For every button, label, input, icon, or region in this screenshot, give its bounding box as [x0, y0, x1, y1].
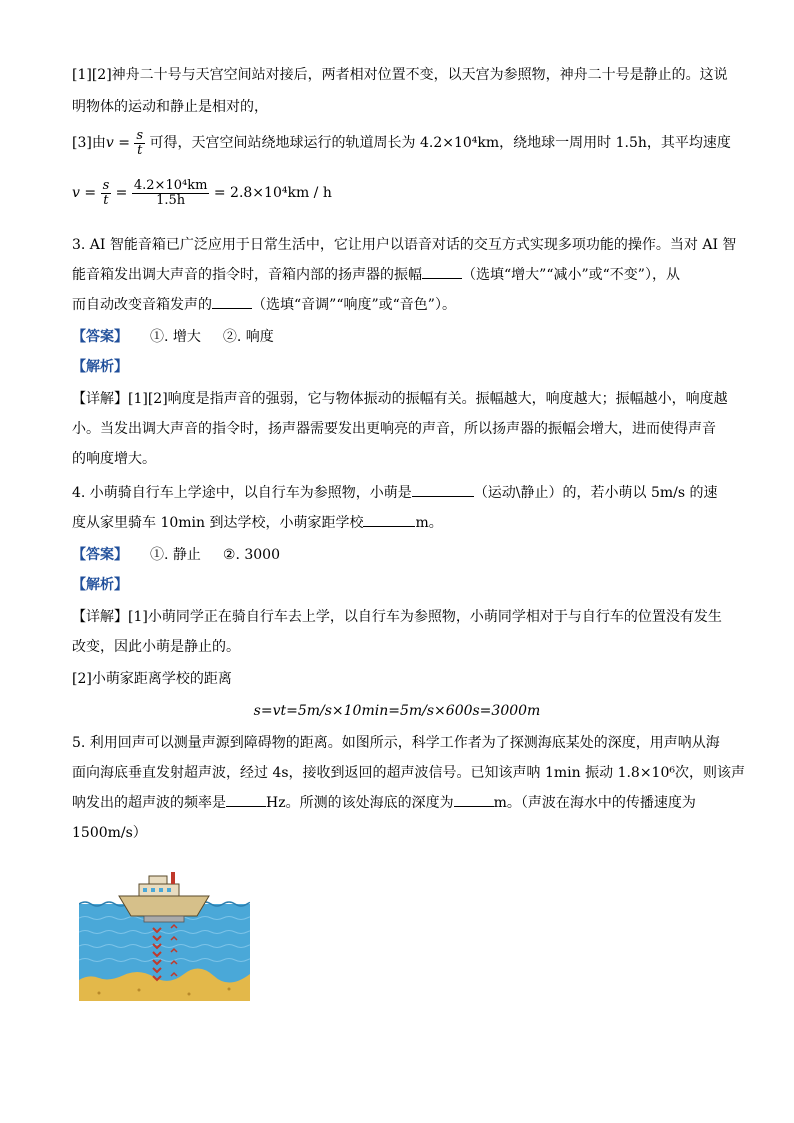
text-fragment: 4. 小萌骑自行车上学途中，以自行车为参照物，小萌是 — [72, 485, 412, 501]
answer-blank — [226, 790, 266, 807]
text-fragment: m。（声波在海水中的传播速度为 — [493, 795, 696, 811]
fraction-denominator: t — [103, 192, 109, 208]
detail-line: 改变，因此小萌是静止的。 — [72, 639, 240, 655]
answer-blank — [422, 262, 462, 279]
question-3-line — [72, 260, 722, 290]
answer-label: 【答案】 — [72, 329, 128, 345]
question-4-line — [72, 508, 722, 538]
text-fragment: 能音箱发出调大声音的指令时，音箱内部的扬声器的振幅 — [72, 267, 422, 283]
text-fragment: [3]由 — [72, 135, 106, 151]
text-fragment: 度从家里骑车 10min 到达学校，小萌家距学校 — [72, 515, 364, 531]
detail-line: 【详解】[1]小萌同学正在骑自行车去上学，以自行车为参照物，小萌同学相对于与自行车的位置没有发生 — [72, 609, 722, 625]
text-fragment: （选填“增大”“减小”或“不变”），从 — [462, 267, 680, 283]
ship-hull — [119, 896, 209, 916]
answer-blank — [412, 480, 474, 497]
question-5-line: 5. 利用回声可以测量声源到障碍物的距离。如图所示，科学工作者为了探测海底某处的深度，用声呐从海 — [72, 735, 720, 751]
text-fragment: 而自动改变音箱发声的 — [72, 297, 212, 313]
fraction-s-over-t — [134, 129, 145, 158]
answer-blank — [212, 292, 252, 309]
sonar-unit — [144, 916, 184, 922]
fraction-numerator: s — [102, 177, 110, 193]
question-5-line: 面向海底垂直发射超声波，经过 4s，接收到返回的超声波信号。已知该声呐 1min 振动 1.8×10⁶次，则该声 — [72, 765, 745, 781]
analysis-label: 【解析】 — [72, 577, 128, 593]
question-4-line — [72, 478, 722, 508]
para-line: 明物体的运动和静止是相对的， — [72, 99, 268, 115]
answer-line — [72, 322, 722, 352]
text-fragment: （运动\静止）的，若小萌以 5m/s 的速 — [473, 485, 718, 501]
var-v: v — [72, 185, 80, 201]
text-fragment: m。 — [415, 515, 443, 531]
answer-item: ①. 增大 — [150, 329, 201, 345]
ship-bridge — [149, 876, 167, 884]
answer-item: ②. 响度 — [222, 329, 274, 345]
para-line-with-formula — [72, 127, 731, 158]
text-fragment: （选填“音调”“响度”或“音色”）。 — [252, 297, 456, 313]
answer-line — [72, 540, 722, 570]
fraction-numerator: 4.2×10⁴km — [133, 177, 208, 193]
fraction-s-over-t — [101, 179, 112, 208]
speed-formula: v = $\frac{s}{t}$ = $\frac{\text{4.2×10⁴km}}{1.5h}$ = 2.8×10⁴km / h — [72, 177, 332, 208]
fraction-denominator: 1.5h — [156, 192, 186, 208]
analysis-label: 【解析】 — [72, 359, 128, 375]
equals-sign: = — [118, 135, 130, 151]
formula-result: = 2.8×10⁴km / h — [213, 185, 332, 201]
detail-line: 的响度增大。 — [72, 451, 156, 467]
fraction-distance-over-time — [132, 179, 210, 208]
answer-item: ②. 3000 — [222, 547, 280, 563]
fraction-numerator: s — [136, 127, 144, 143]
question-5-line: 1500m/s） — [72, 825, 147, 841]
answer-blank — [363, 510, 415, 527]
text-fragment: 呐发出的超声波的频率是 — [72, 795, 226, 811]
ship-funnel — [171, 872, 175, 884]
detail-line: 【详解】[1][2]响度是指声音的强弱，它与物体振动的振幅有关。振幅越大，响度越大；振幅越小，响度越 — [72, 391, 728, 407]
para-line: [1][2]神舟二十号与天宫空间站对接后，两者相对位置不变，以天宫为参照物，神舟二十号是静止的。这说 — [72, 67, 728, 83]
answer-label: 【答案】 — [72, 547, 128, 563]
answer-blank — [454, 790, 494, 807]
question-5-line — [72, 788, 722, 818]
distance-equation: s=vt=5m/s×10min=5m/s×600s=3000m — [253, 703, 541, 719]
detail-line: 小。当发出调大声音的指令时，扬声器需要发出更响亮的声音，所以扬声器的振幅会增大，进而使得声音 — [72, 421, 716, 437]
detail-line: [2]小萌家距离学校的距离 — [72, 671, 232, 687]
sonar-ship-figure — [79, 858, 250, 1001]
answer-item: ①. 静止 — [150, 547, 201, 563]
var-v: v — [105, 135, 114, 151]
question-3-line: 3. AI 智能音箱已广泛应用于日常生活中，它让用户以语音对话的交互方式实现多项功能的操作。当对 AI 智 — [72, 237, 737, 253]
question-3-line — [72, 290, 722, 320]
fraction-denominator: t — [137, 142, 143, 158]
text-fragment: 可得，天宫空间站绕地球运行的轨道周长为 4.2×10⁴km，绕地球一周用时 1.5h，其平均速度 — [149, 135, 731, 151]
text-fragment: Hz。所测的该处海底的深度为 — [266, 795, 454, 811]
